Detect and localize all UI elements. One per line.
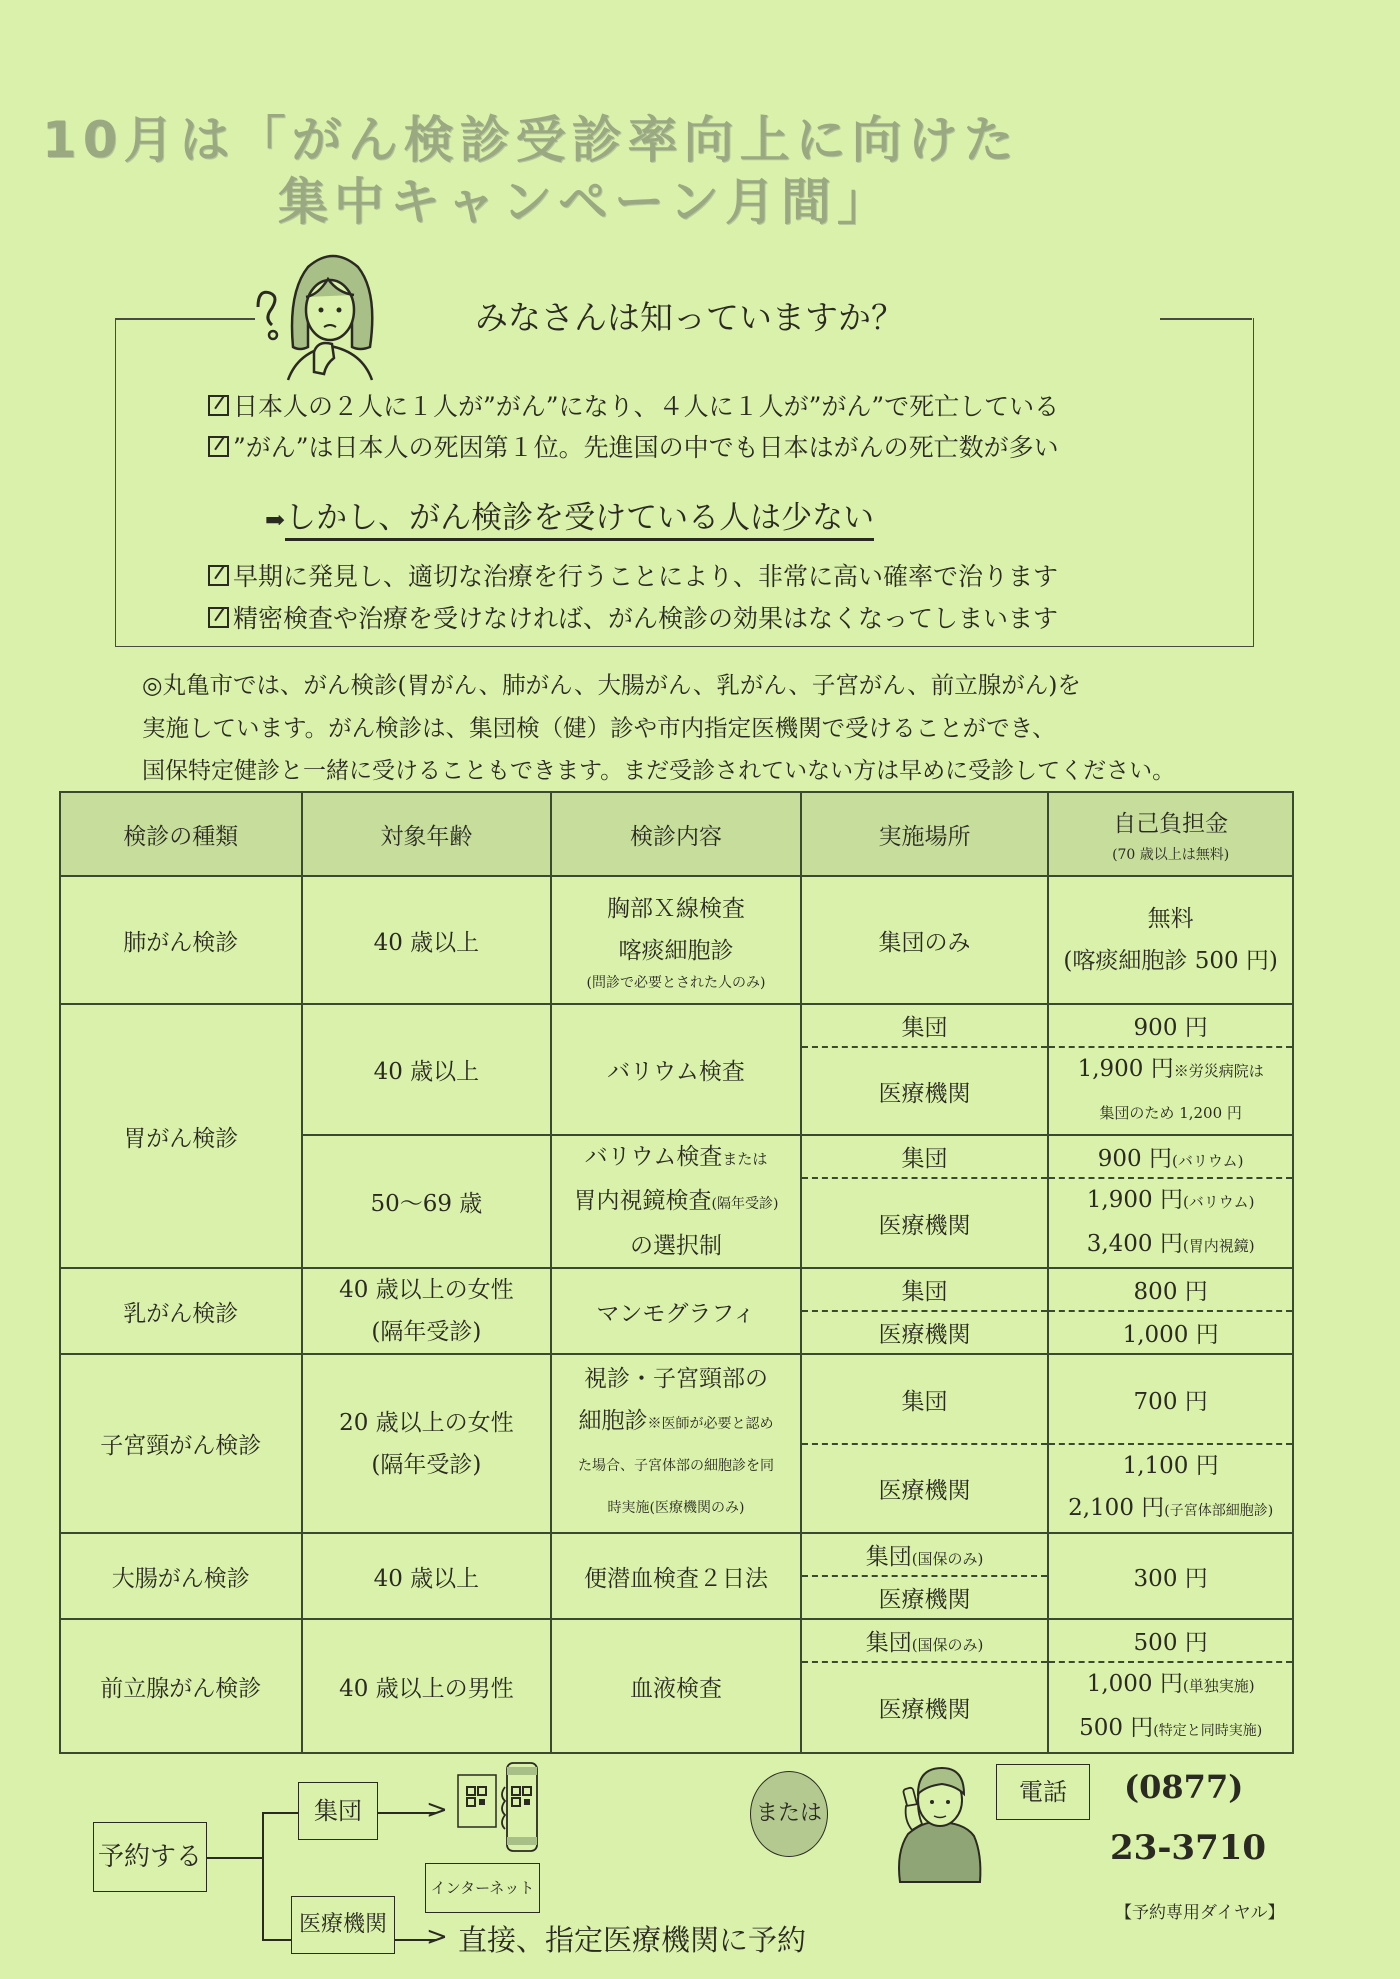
person-on-phone-icon (892, 1762, 984, 1884)
phone-number[interactable]: 23-3710 (1110, 1828, 1267, 1868)
header-type: 検診の種類 (60, 792, 302, 876)
arrow-right-icon: > (426, 1795, 448, 1825)
arrow-right-icon: ➡ (265, 506, 286, 534)
table-header-row (60, 792, 1293, 876)
table-row: 胃がん検診 40 歳以上 バリウム検査 集団 900 円 (60, 1004, 1293, 1047)
header-fee: 自己負担金 (70 歳以上は無料) (1048, 792, 1293, 876)
info-heading: みなさんは知っていますか？ (475, 298, 904, 337)
checkbox-icon (208, 607, 229, 628)
header-content: 検診内容 (551, 792, 801, 876)
screening-table: 検診の種類 対象年齢 検診内容 実施場所 自己負担金 (70 歳以上は無料) 肺がん検診 40 歳以上 胸部Ｘ線検査 喀痰細胞診 (問診で必要とされた人のみ) 集団のみ 無料 (喀痰細胞診 500 円) 胃がん検診 40 歳以上 バリウム検査 集団 900 円 医療機関 1,900 円※労災病院は 集団のため 1,200 円 50～69 歳 バリウム検査または 胃内視鏡検査(隔年受診) の選択制 集団 900 円(バリウム) 医療機関 1,900 円(バリウム) 3,400 円(胃内視鏡) 乳がん検診 40 歳以上の女性 (隔年受診) マンモグラフィ 集団 800 円 医療機関 1,000 円 子宮頸がん検診 20 歳以上の女性 (隔年受診) 視診・子宮頸部の 細胞診※医師が必要と認め た場合、子宮体部の細胞診を同 時実施(医療機関のみ) 集団 700 円 医療機関 1,100 円 2,100 円(子宮体部細胞診) 大腸がん検診 40 歳以上 便潜血検査２日法 集団(国保のみ) 300 円 医療機関 前立腺がん検診 40 歳以上の男性 血液検査 集団(国保のみ) 500 円 医療機関 1,000 円(単独実施) 500 円(特定と同時実施) (59, 791, 1294, 1754)
qr-code-phone-icon (445, 1757, 540, 1855)
page-title-line1: 10月は「がん検診受診率向上に向けた (42, 111, 1020, 169)
fact-item: ”がん”は日本人の死因第１位。先進国の中でも日本はがんの死亡数が多い (208, 428, 1059, 464)
header-age: 対象年齢 (302, 792, 552, 876)
phone-area-code[interactable]: (0877) (1124, 1768, 1244, 1806)
phone-label-box: 電話 (996, 1764, 1090, 1820)
table-row: 子宮頸がん検診 20 歳以上の女性 (隔年受診) 視診・子宮頸部の 細胞診※医師が必要と認め た場合、子宮体部の細胞診を同 時実施(医療機関のみ) 集団 700 円 (60, 1354, 1293, 1444)
header-place: 実施場所 (801, 792, 1049, 876)
internet-option-box[interactable]: インターネット (425, 1863, 540, 1913)
page-title-line2: 集中キャンペーン月間」 (278, 173, 893, 231)
checkbox-icon (208, 436, 229, 457)
table-row: 乳がん検診 40 歳以上の女性 (隔年受診) マンモグラフィ 集団 800 円 (60, 1268, 1293, 1311)
fact-item: 日本人の２人に１人が”がん”になり、４人に１人が”がん”で死亡している (208, 387, 1059, 423)
table-row: 肺がん検診 40 歳以上 胸部Ｘ線検査 喀痰細胞診 (問診で必要とされた人のみ) 集団のみ 無料 (喀痰細胞診 500 円) (60, 876, 1293, 1004)
table-row: 50～69 歳 バリウム検査または 胃内視鏡検査(隔年受診) の選択制 集団 900 円(バリウム) (60, 1135, 1293, 1178)
checkbox-icon (208, 395, 229, 416)
key-message: ➡しかし、がん検診を受けている人は少ない (265, 492, 874, 537)
checkbox-icon (208, 565, 229, 586)
intro-line: 実施しています。がん検診は、集団検（健）診や市内指定医機関で受けることができ、 (142, 714, 1056, 742)
intro-line: ◎丸亀市では、がん検診(胃がん、肺がん、大腸がん、乳がん、子宮がん、前立腺がん)を (142, 671, 1081, 699)
table-row: 大腸がん検診 40 歳以上 便潜血検査２日法 集団(国保のみ) 300 円 (60, 1533, 1293, 1576)
medical-option-box[interactable]: 医療機関 (291, 1896, 395, 1954)
phone-note: 【予約専用ダイヤル】 (1115, 1903, 1285, 1923)
table-row: 前立腺がん検診 40 歳以上の男性 血液検査 集団(国保のみ) 500 円 (60, 1619, 1293, 1662)
thinking-woman-icon (248, 252, 388, 382)
group-option-box[interactable]: 集団 (298, 1782, 378, 1840)
direct-reservation-text: 直接、指定医療機関に予約 (458, 1923, 807, 1957)
or-circle: または (750, 1771, 828, 1857)
benefit-item: 早期に発見し、適切な治療を行うことにより、非常に高い確率で治ります (208, 557, 1058, 593)
benefit-item: 精密検査や治療を受けなければ、がん検診の効果はなくなってしまいます (208, 599, 1058, 635)
reserve-start-box: 予約する (93, 1822, 207, 1892)
arrow-right-icon: > (426, 1922, 448, 1952)
intro-line: 国保特定健診と一緒に受けることもできます。まだ受診されていない方は早めに受診してください。 (142, 758, 1176, 784)
